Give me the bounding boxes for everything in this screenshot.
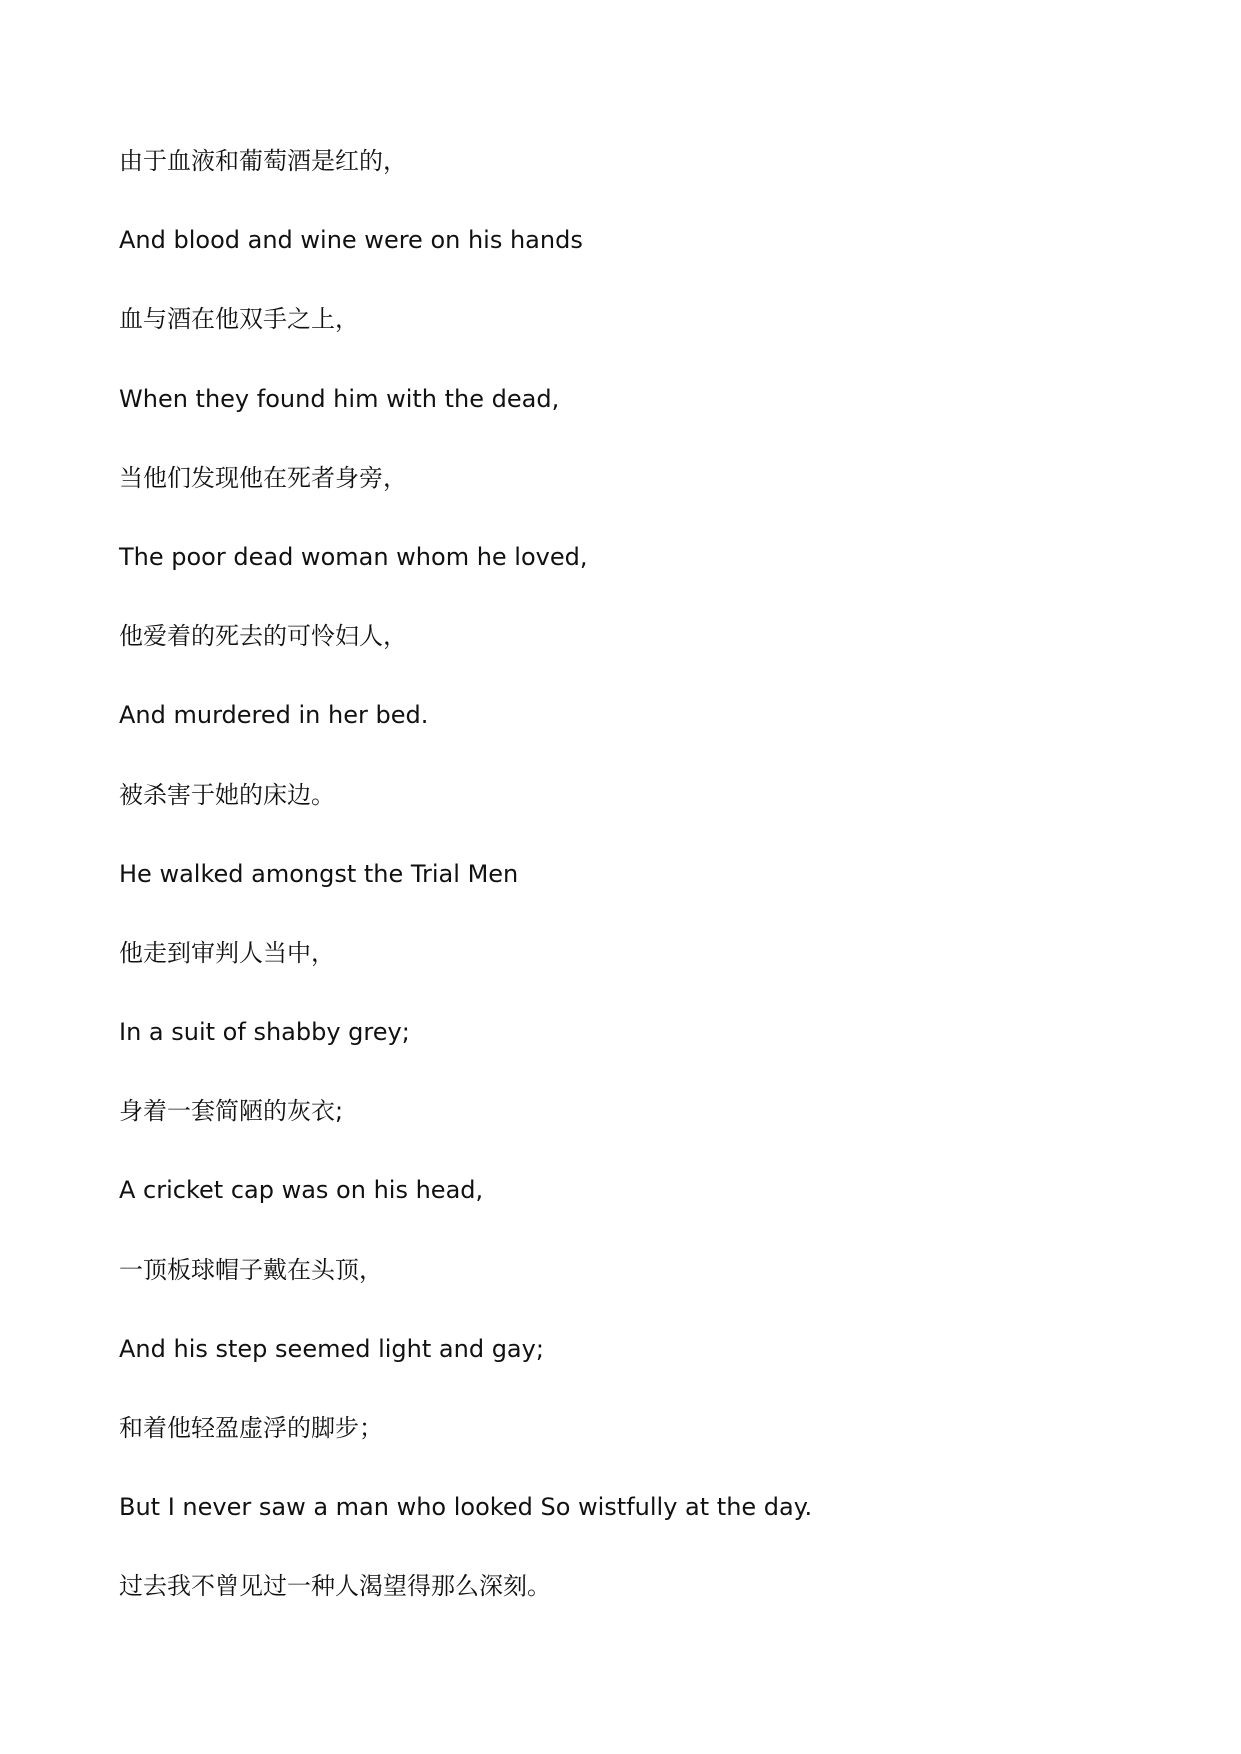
poem-line-english: He walked amongst the Trial Men (119, 859, 519, 888)
poem-line-chinese: 血与酒在他双手之上， (119, 305, 359, 334)
poem-line-chinese: 当他们发现他在死者身旁， (119, 463, 407, 492)
poem-line-english: The poor dead woman whom he loved, (119, 542, 588, 571)
poem-line-english: And blood and wine were on his hands (119, 226, 583, 255)
poem-line-english: When they found him with the dead, (119, 384, 560, 413)
poem-text (119, 122, 1119, 1627)
poem-line-chinese: 和着他轻盈虚浮的脚步； (119, 1414, 383, 1442)
poem-line-english: A cricket cap was on his head, (119, 1176, 484, 1205)
poem-line-english: In a suit of shabby grey; (119, 1018, 410, 1047)
poem-line-chinese: 由于血液和葡萄酒是红的， (119, 147, 407, 175)
poem-line-english: And his step seemed light and gay; (119, 1334, 544, 1363)
poem-line-chinese: 被杀害于她的床边。 (119, 780, 335, 809)
poem-line-english: And murdered in her bed. (119, 701, 429, 730)
poem-line-chinese: 他爱着的死去的可怜妇人， (119, 622, 407, 651)
poem-line-chinese: 身着一套简陋的灰衣; (119, 1097, 344, 1126)
poem-line-chinese: 一顶板球帽子戴在头顶， (119, 1255, 383, 1284)
poem-line-english: But I never saw a man who looked So wistfully at the day. (119, 1493, 813, 1522)
poem-line-chinese: 他走到审判人当中， (119, 938, 335, 967)
poem-line-chinese: 过去我不曾见过一种人渴望得那么深刻。 (119, 1572, 551, 1601)
